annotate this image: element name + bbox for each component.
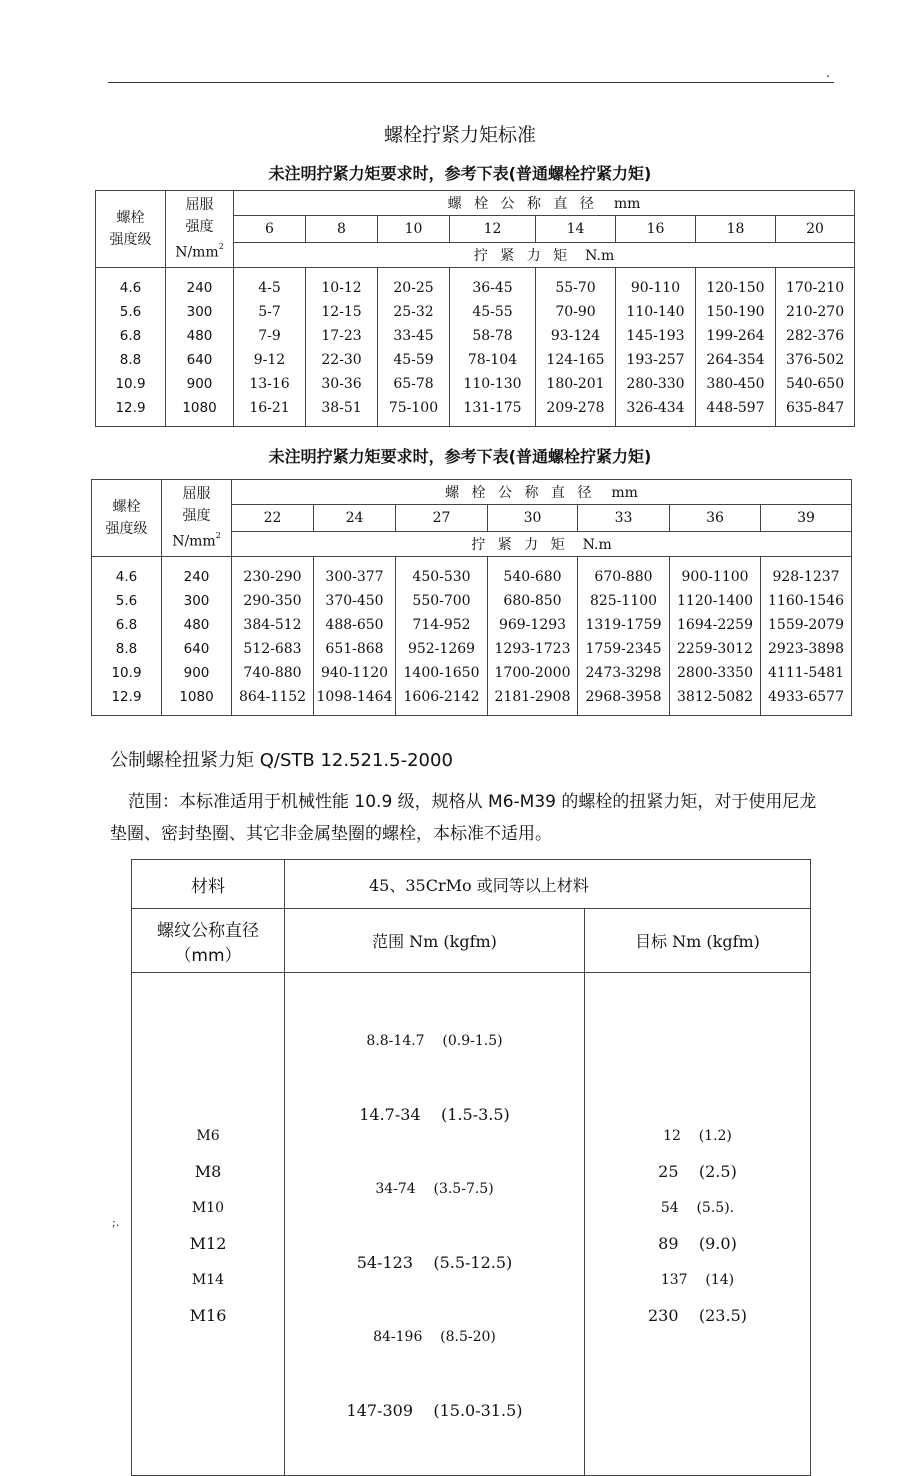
torque-value: 45-59 [393,352,434,368]
torque-column [306,268,378,427]
torque-value: 7-9 [258,328,281,344]
torque-value: 670-880 [594,569,653,585]
yield-value: 1080 [179,689,214,705]
torque-value: 131-175 [463,400,522,416]
grade-header-cell [92,480,162,557]
torque-value: 93-124 [550,328,601,344]
torque-value: 1120-1400 [677,593,753,609]
torque-value: 680-850 [503,593,562,609]
torque-value: 25-32 [393,304,434,320]
yield-header-cell [162,480,232,557]
yield-value: 900 [186,376,213,392]
target-value: 89 (9.0) [658,1234,737,1253]
torque-value: 110-140 [626,304,685,320]
torque-value: 9-12 [253,352,286,368]
torque-column [536,268,616,427]
torque-value: 370-450 [325,593,384,609]
torque-value: 740-880 [243,665,302,681]
grade-value: 12.9 [111,689,142,705]
metric-torque-table [131,859,811,1476]
torque-value: 300-377 [325,569,384,585]
torque-column [450,268,536,427]
torque-value: 55-70 [555,280,596,296]
torque-value: 1606-2142 [403,689,480,705]
torque-value: 120-150 [706,280,765,296]
grade-value: 12.9 [115,400,146,416]
target-value: 54 (5.5). [660,1200,735,1216]
diameter-cell: 8 [306,216,378,243]
torque-value: 380-450 [706,376,765,392]
diameter-label [132,909,285,973]
yield-header-sup: 2 [215,531,221,541]
grade-header-line1: 螺栓 [116,210,145,226]
torque-header [234,243,855,268]
torque-value: 124-165 [546,352,605,368]
torque-value: 280-330 [626,376,685,392]
target-value: 137 (14) [660,1272,735,1288]
torque-value: 4-5 [258,280,281,296]
diameter-cell: 18 [696,216,776,243]
torque-value: 75-100 [388,400,439,416]
torque-column [578,557,670,716]
yield-column [166,268,234,427]
torque-value: 12-15 [321,304,362,320]
torque-column [696,268,776,427]
footer-mark: ;. [112,1216,120,1229]
material-value: 45、35CrMo 或同等以上材料 [285,860,811,909]
torque-header-unit: N.m [582,537,612,553]
torque-value: 180-201 [546,376,605,392]
torque-value: 969-1293 [498,617,567,633]
torque-value: 864-1152 [238,689,307,705]
torque-column [232,557,314,716]
yield-header-line1: 屈服 [185,197,214,214]
torque-value: 264-354 [706,352,765,368]
grade-header-cell [96,191,166,268]
diameter-cell: 10 [378,216,450,243]
size-column [132,973,285,1476]
torque-value: 3812-5082 [677,689,753,705]
grade-value: 6.8 [115,617,138,633]
torque-column [761,557,852,716]
torque-value: 540-650 [785,376,845,392]
diameter-header [232,480,852,505]
torque-header-label: 拧 紧 力 矩 [471,537,569,553]
diameter-cell: 14 [536,216,616,243]
torque-value: 1700-2000 [494,665,571,681]
torque-value: 448-597 [706,400,765,416]
torque-value: 635-847 [785,400,845,416]
grade-value: 10.9 [115,376,146,392]
torque-value: 928-1237 [772,569,840,585]
target-label: 目标 Nm (kgfm) [585,909,811,973]
torque-value: 651-868 [325,641,384,657]
grade-value: 5.6 [119,304,142,320]
size-value: M10 [191,1200,225,1216]
torque-value: 512-683 [243,641,302,657]
size-value: M6 [196,1128,220,1144]
torque-value: 70-90 [555,304,596,320]
range-value: 84-196 (8.5-20) [373,1329,496,1345]
target-value: 230 (23.5) [648,1306,747,1325]
diameter-header-unit: mm [613,196,641,212]
torque-value: 4933-6577 [768,689,844,705]
torque-value: 4111-5481 [768,665,844,681]
torque-value: 65-78 [393,376,434,392]
torque-column [488,557,578,716]
section-title: 公制螺栓扭紧力矩 Q/STB 12.521.5-2000 [110,750,453,771]
torque-value: 209-278 [546,400,605,416]
yield-header-line1: 屈服 [182,486,211,503]
torque-value: 145-193 [626,328,685,344]
torque-value: 90-110 [630,280,681,296]
torque-value: 714-952 [412,617,471,633]
torque-value: 45-55 [472,304,513,320]
torque-value: 170-210 [785,280,845,296]
torque-value: 940-1120 [320,665,389,681]
torque-value: 540-680 [503,569,562,585]
diameter-cell: 39 [761,505,852,532]
torque-value: 1694-2259 [677,617,753,633]
torque-value: 825-1100 [589,593,658,609]
yield-header-unit: N/mm [175,244,219,261]
yield-value: 300 [183,593,210,609]
page-title: 螺栓拧紧力矩标准 [383,124,536,146]
yield-value: 1080 [182,400,217,416]
diameter-cell: 22 [232,505,314,532]
torque-value: 290-350 [243,593,302,609]
torque-value: 488-650 [325,617,384,633]
yield-value: 240 [183,569,210,585]
size-value: M16 [189,1306,227,1325]
torque-value: 33-45 [393,328,434,344]
torque-value: 13-16 [249,376,290,392]
torque-value: 110-130 [463,376,522,392]
diameter-cell: 30 [488,505,578,532]
size-value: M14 [191,1272,225,1288]
grade-column [92,557,162,716]
diameter-header [234,191,855,216]
grade-value: 8.8 [119,352,142,368]
grade-value: 8.8 [115,641,138,657]
torque-value: 199-264 [706,328,765,344]
yield-header-unit: N/mm [172,533,216,550]
torque-value: 2800-3350 [677,665,753,681]
material-label: 材料 [132,860,285,909]
yield-value: 480 [183,617,210,633]
grade-value: 6.8 [119,328,142,344]
grade-value: 4.6 [119,280,142,296]
torque-value: 2259-3012 [677,641,753,657]
diameter-header-label: 螺 栓 公 称 直 径 [445,485,596,501]
range-column [285,973,585,1476]
diameter-label-line1: 螺纹公称直径 [157,920,259,941]
torque-value: 1559-2079 [768,617,844,633]
diameter-header-unit: mm [611,485,638,501]
size-value: M8 [194,1162,222,1181]
torque-value: 10-12 [321,280,362,296]
diameter-cell: 33 [578,505,670,532]
table1-caption: 未注明拧紧力矩要求时，参考下表(普通螺栓拧紧力矩) [268,164,652,183]
grade-value: 5.6 [115,593,138,609]
torque-value: 2473-3298 [585,665,662,681]
range-value: 34-74 (3.5-7.5) [375,1181,494,1197]
diameter-cell: 24 [314,505,396,532]
torque-value: 38-51 [321,400,362,416]
target-column [585,973,811,1476]
yield-header-line2: 强度 [185,219,214,236]
torque-value: 1759-2345 [585,641,662,657]
torque-value: 1400-1650 [403,665,480,681]
torque-column [396,557,488,716]
grade-value: 10.9 [111,665,142,681]
header-rule [108,82,834,83]
yield-column [162,557,232,716]
diameter-cell: 27 [396,505,488,532]
torque-value: 1293-1723 [494,641,571,657]
yield-header-line2: 强度 [182,508,211,525]
torque-value: 150-190 [706,304,765,320]
torque-value: 384-512 [243,617,302,633]
torque-value: 376-502 [785,352,845,368]
torque-value: 58-78 [472,328,513,344]
target-value: 25 (2.5) [658,1162,737,1181]
torque-header-label: 拧 紧 力 矩 [473,248,572,264]
size-value: M12 [189,1234,227,1253]
yield-value: 300 [186,304,213,320]
torque-value: 900-1100 [681,569,749,585]
torque-header-unit: N.m [585,248,615,264]
diameter-cell: 36 [670,505,761,532]
range-value: 54-123 (5.5-12.5) [356,1253,513,1272]
torque-value: 230-290 [243,569,302,585]
yield-value: 640 [186,352,213,368]
range-value: 14.7-34 (1.5-3.5) [359,1105,510,1124]
torque-column [670,557,761,716]
torque-value: 1098-1464 [316,689,393,705]
torque-column [314,557,396,716]
table2-caption: 未注明拧紧力矩要求时，参考下表(普通螺栓拧紧力矩) [268,447,652,466]
torque-header [232,532,852,557]
torque-value: 282-376 [785,328,845,344]
torque-value: 2923-3898 [768,641,844,657]
torque-value: 2181-2908 [494,689,571,705]
torque-column [776,268,855,427]
torque-value: 210-270 [785,304,845,320]
range-value: 147-309 (15.0-31.5) [346,1401,523,1420]
torque-column [234,268,306,427]
grade-header-line2: 强度级 [105,521,148,537]
diameter-header-label: 螺 栓 公 称 直 径 [447,196,598,212]
torque-table-m22-m39 [91,479,852,716]
yield-value: 640 [183,641,210,657]
diameter-label-line2: （mm） [174,945,242,966]
range-label: 范围 Nm (kgfm) [285,909,585,973]
grade-column [96,268,166,427]
diameter-cell: 20 [776,216,855,243]
yield-value: 900 [183,665,210,681]
torque-value: 78-104 [467,352,518,368]
torque-value: 193-257 [626,352,685,368]
torque-value: 1160-1546 [768,593,844,609]
grade-header-line2: 强度级 [109,232,152,248]
range-value: 8.8-14.7 (0.9-1.5) [366,1033,503,1049]
target-value: 12 (1.2) [663,1128,732,1144]
torque-value: 17-23 [321,328,362,344]
diameter-cell: 6 [234,216,306,243]
torque-table-m6-m20 [95,190,855,427]
torque-value: 326-434 [626,400,685,416]
torque-value: 22-30 [321,352,362,368]
torque-value: 36-45 [472,280,513,296]
grade-header-line1: 螺栓 [112,499,141,515]
torque-value: 450-530 [412,569,471,585]
torque-value: 5-7 [258,304,281,320]
torque-value: 952-1269 [407,641,476,657]
yield-header-cell [166,191,234,268]
torque-value: 16-21 [249,400,290,416]
torque-value: 2968-3958 [585,689,662,705]
yield-value: 480 [186,328,213,344]
scope-paragraph: 范围：本标准适用于机械性能 10.9 级，规格从 M6-M39 的螺栓的扭紧力矩，对于使用尼龙垫圈、密封垫圈、其它非金属垫圈的螺栓，本标准不适用。 [110,792,817,844]
diameter-cell: 12 [450,216,536,243]
torque-value: 20-25 [393,280,434,296]
torque-column [378,268,450,427]
torque-value: 30-36 [321,376,362,392]
header-dot: . [826,66,830,80]
torque-value: 1319-1759 [585,617,662,633]
diameter-cell: 16 [616,216,696,243]
torque-column [616,268,696,427]
yield-value: 240 [186,280,213,296]
torque-value: 550-700 [412,593,471,609]
yield-header-sup: 2 [218,242,224,252]
grade-value: 4.6 [115,569,138,585]
